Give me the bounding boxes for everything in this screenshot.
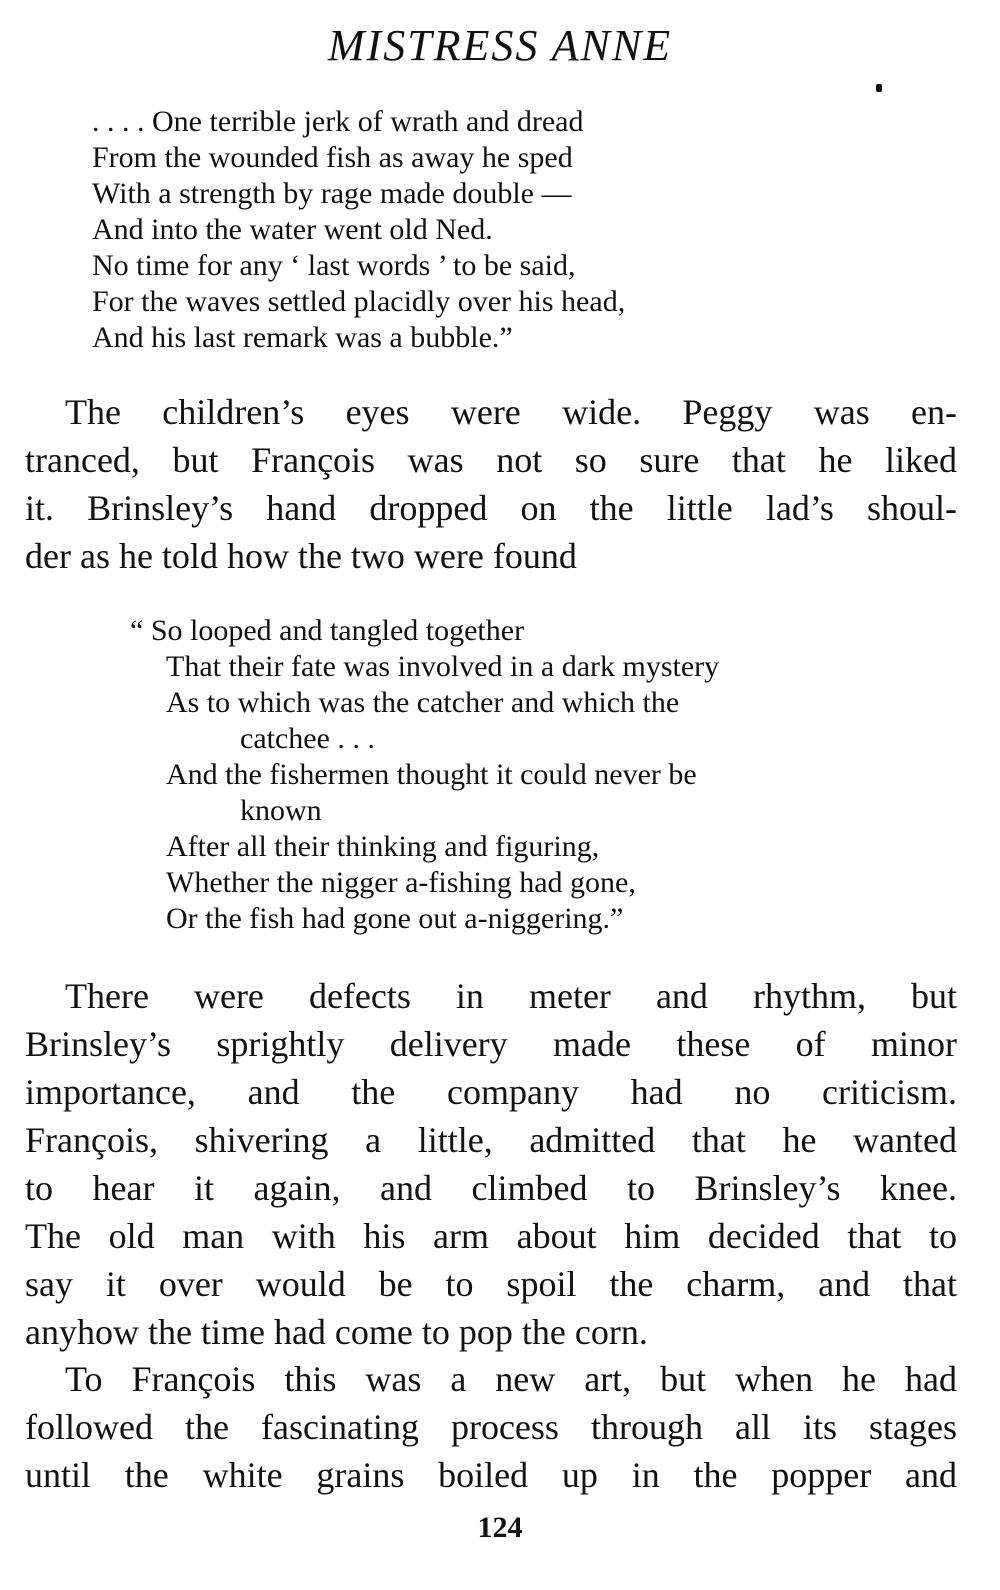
paragraph-line: The children’s eyes were wide. Peggy was en- bbox=[65, 392, 957, 432]
paragraph-line: anyhow the time had come to pop the corn. bbox=[25, 1312, 648, 1352]
ink-speck bbox=[876, 84, 882, 92]
paragraph-line: der as he told how the two were found bbox=[25, 536, 577, 576]
verse-line: And into the water went old Ned. bbox=[92, 213, 493, 246]
paragraph-one bbox=[25, 388, 957, 580]
verse-line: catchee . . . bbox=[240, 722, 375, 755]
paragraph-line: followed the fascinating process through all its stages bbox=[25, 1407, 957, 1447]
verse-line: Whether the nigger a-fishing had gone, bbox=[166, 866, 636, 899]
verse-line: For the waves settled placidly over his head, bbox=[92, 285, 626, 318]
verse-line: Or the fish had gone out a-niggering.” bbox=[166, 902, 624, 935]
paragraph-line: To François this was a new art, but when he had bbox=[65, 1359, 957, 1399]
paragraph-line: François, shivering a little, admitted that he wanted bbox=[25, 1120, 957, 1160]
paragraph-line: There were defects in meter and rhythm, but bbox=[65, 976, 957, 1016]
verse-line: No time for any ‘ last words ’ to be said, bbox=[92, 249, 576, 282]
paragraph-line: until the white grains boiled up in the popper and bbox=[25, 1455, 957, 1495]
verse-line: From the wounded fish as away he sped bbox=[92, 141, 573, 174]
paragraph-line: it. Brinsley’s hand dropped on the little lad’s shoul- bbox=[25, 488, 957, 528]
verse-line: And the fishermen thought it could never be bbox=[166, 758, 697, 791]
verse-line: That their fate was involved in a dark mystery bbox=[166, 650, 720, 683]
verse-line: known bbox=[240, 794, 322, 827]
paragraph-line: The old man with his arm about him decided that to bbox=[25, 1216, 957, 1256]
paragraph-line: to hear it again, and climbed to Brinsley’s knee. bbox=[25, 1168, 957, 1208]
paragraph-line: Brinsley’s sprightly delivery made these of minor bbox=[25, 1024, 957, 1064]
verse-line: After all their thinking and figuring, bbox=[166, 830, 600, 863]
running-title: MISTRESS ANNE bbox=[327, 21, 673, 70]
verse-line: And his last remark was a bubble.” bbox=[92, 321, 513, 354]
verse-line: As to which was the catcher and which the bbox=[166, 686, 680, 719]
paragraph-line: tranced, but François was not so sure that he liked bbox=[25, 440, 957, 480]
verse-line: With a strength by rage made double — bbox=[92, 177, 572, 210]
paragraph-two bbox=[25, 972, 957, 1356]
verse-block-one bbox=[92, 104, 625, 356]
verse-line: . . . . One terrible jerk of wrath and dread bbox=[92, 105, 584, 138]
paragraph-line: say it over would be to spoil the charm, and that bbox=[25, 1264, 957, 1304]
paragraph-three bbox=[25, 1355, 957, 1499]
verse-block-two bbox=[130, 613, 719, 937]
paragraph-line: importance, and the company had no criticism. bbox=[25, 1072, 957, 1112]
page-number: 124 bbox=[477, 1511, 523, 1544]
verse-line: “ So looped and tangled together bbox=[130, 614, 525, 647]
